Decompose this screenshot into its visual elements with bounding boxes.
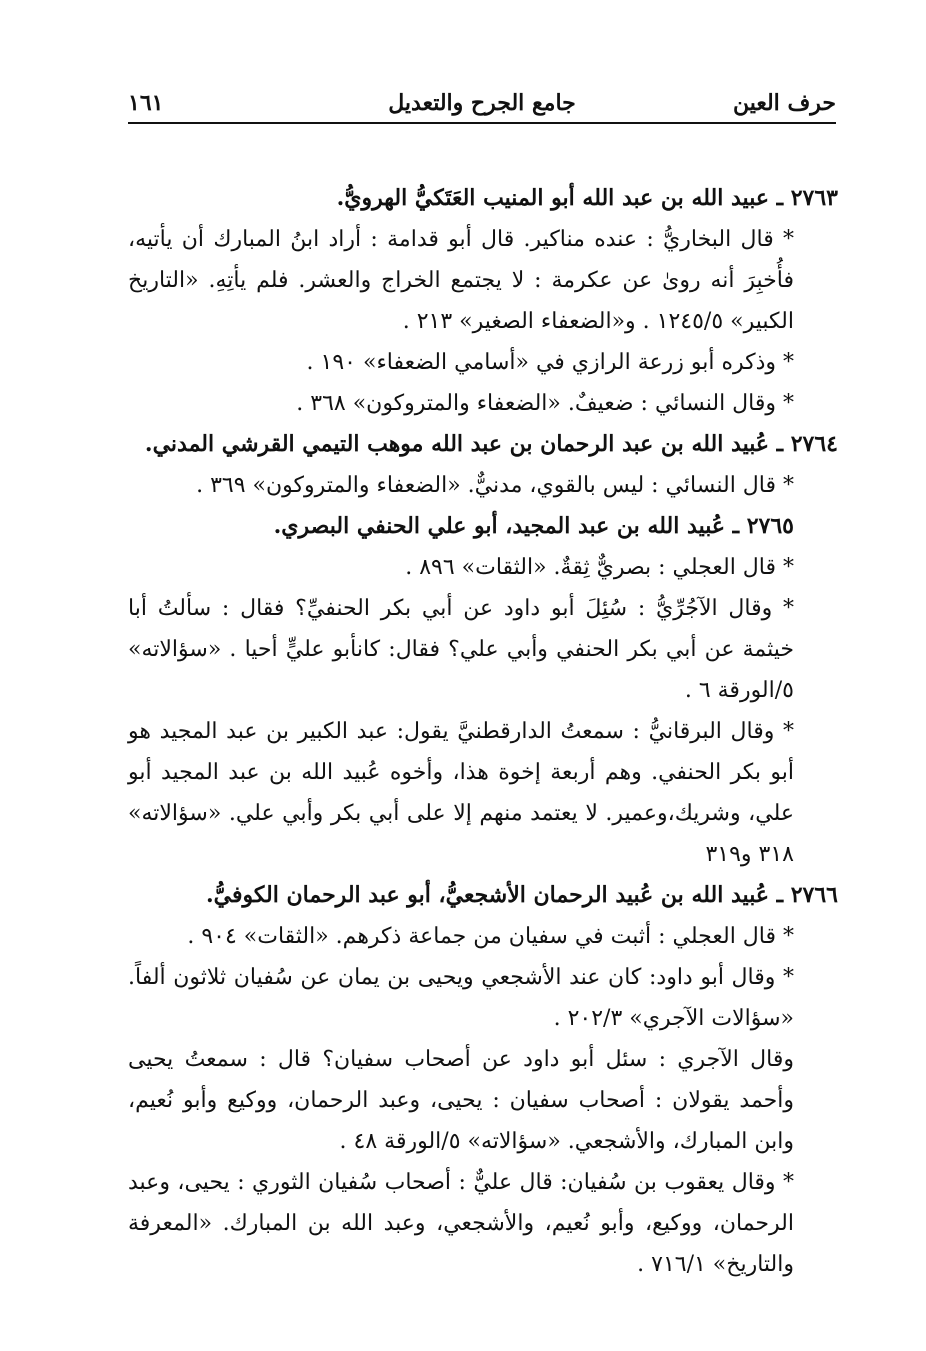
page-number: ١٦١ xyxy=(128,90,164,116)
entry-note: * وقال البرقانيُّ : سمعتُ الدارقطنيَّ يقول: عبد الكبير بن عبد المجيد هو أبو بكر الحنفي. وهم أربعة إخوة هذا، وأخوه عُبيد الله بن عبد المجيد أبو علي، وشريك،وعمير. لا يعتمد منهم إلا على أبي بكر وأبي علي. «سؤالاته» ٣١٨ و٣١٩ xyxy=(128,719,794,867)
entry-note: وقال الآجري : سئل أبو داود عن أصحاب سفيان؟ قال : سمعتُ يحيى وأحمد يقولان : أصحاب سفيان : يحيى، وعبد الرحمان، ووكيع وأبو نُعيم، وابن المبارك، والأشجعي. «سؤالاته» ٥/الورقة ٤٨ . xyxy=(128,1047,794,1154)
entry-heading-2766: ٢٧٦٦ ـ عُبيد الله بن عُبيد الرحمان الأشجعيُّ، أبو عبد الرحمان الكوفيُّ. xyxy=(206,882,838,908)
entry-note: * وقال الآجُرِّيُّ : سُئِلَ أبو داود عن أبي بكر الحنفيِّ؟ فقال : سألتُ أبا خيثمة عن أبي بكر الحنفي وأبي علي؟ فقال: كانأبو عليٍّ أحيا . «سؤالاته» ٥/الورقة ٦ . xyxy=(128,596,794,703)
book-title: جامع الجرح والتعديل xyxy=(388,90,576,116)
entry-note: * قال العجلي : أثبت في سفيان من جماعة ذكرهم. «الثقات» ٩٠٤ . xyxy=(187,924,794,949)
entry-note: * قال العجلي : بصريٌّ ثِقةٌ. «الثقات» ٨٩٦ . xyxy=(405,555,794,580)
entry-heading-2764: ٢٧٦٤ ـ عُبيد الله بن عبد الرحمان بن عبد الله موهب التيمي القرشي المدني. xyxy=(144,431,838,457)
entry-note: * وقال أبو داود: كان عند الأشجعي ويحيى بن يمان عن سُفيان ثلاثون ألفاً. «سؤالات الآجري» ٢٠٢/٣ . xyxy=(128,965,794,1031)
entry-note: * قال النسائي : ليس بالقوي، مدنيٌّ. «الضعفاء والمتروكون» ٣٦٩ . xyxy=(196,473,794,498)
entry-note: * وقال يعقوب بن سُفيان: قال عليٌّ : أصحاب سُفيان الثوري : يحيى، وعبد الرحمان، ووكيع، وأبو نُعيم، والأشجعي، وعبد الله بن المبارك. «المعرفة والتاريخ» ٧١٦/١ . xyxy=(128,1170,794,1277)
chapter-title: حرف العين xyxy=(732,90,836,116)
entry-note: * قال البخاريُّ : عنده مناكير. قال أبو قدامة : أراد ابنُ المبارك أن يأتيه، فأُخبِرَ أنه روىٰ عن عكرمة : لا يجتمع الخراج والعشر. فلم يأتِهِ. «التاريخ الكبير» ١٢٤٥/٥ . و«الضعفاء الصغير» ٢١٣ . xyxy=(128,227,794,334)
entry-heading-2765: ٢٧٦٥ ـ عُبيد الله بن عبد المجيد، أبو علي الحنفي البصري. xyxy=(273,513,794,539)
entry-note: * وذكره أبو زرعة الرازي في «أسامي الضعفاء» ١٩٠ . xyxy=(306,350,794,375)
entry-note: * وقال النسائي : ضعيفٌ. «الضعفاء والمتروكون» ٣٦٨ . xyxy=(296,391,794,416)
page-body xyxy=(128,178,838,1285)
entry-heading-2763: ٢٧٦٣ ـ عبيد الله بن عبد الله أبو المنيب العَتَكيُّ الهرويُّ. xyxy=(336,185,838,211)
header-rule xyxy=(128,122,836,124)
